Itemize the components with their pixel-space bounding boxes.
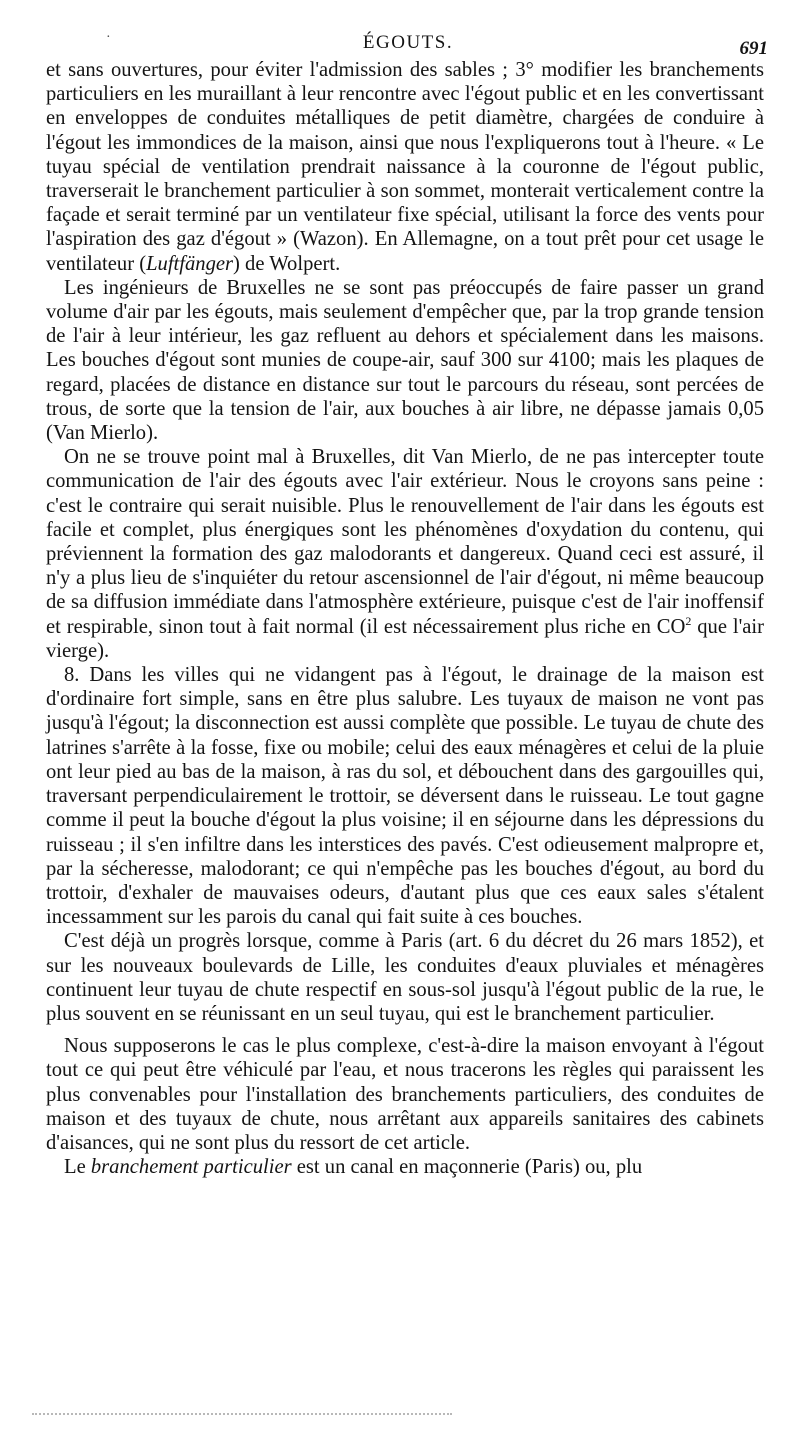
superscript: 2: [685, 613, 692, 628]
running-title: ÉGOUTS.: [362, 32, 454, 53]
paragraph: [46, 276, 764, 445]
paragraph: [46, 58, 764, 276]
italic-text: branchement particulier: [90, 1156, 292, 1179]
text-run: et sans ouvertures, pour éviter l'admission des sables ; 3° modifier les branchements particuliers en les muraillant à leur rencontre avec l'égout public et en les convertissant en enveloppes de conduites métalliques de petit diamètre, chargées de conduire à l'égout les immondices de la maison, ainsi que nous l'expliquerons tout à l'heure. « Le tuyau spécial de ventilation prendrait naissance à la couronne de l'égout public, traverserait le branchement particulier à son sommet, monterait verticalement contre la façade et serait terminé par un ventilateur fixe spécial, utilisant la force des vents pour l'aspiration des gaz d'égout » (Wazon). En Allemagne, on a tout prêt pour cet usage le ventilateur (: [46, 59, 764, 275]
text-run: Le: [64, 1156, 91, 1179]
italic-text: Luftfänger: [146, 252, 234, 275]
text-run: 8. Dans les villes qui ne vidangent pas à l'égout, le drainage de la maison est d'ordinaire fort simple, sans en être plus salubre. Les tuyaux de maison ne vont pas jusqu'à l'égout; la disconnection est aussi complète que possible. Le tuyau de chute des latrines s'arrête à la fosse, fixe ou mobile; celui des eaux ménagères et celui de la pluie ont leur pied au bas de la maison, à ras du sol, et débouchent dans des gargouilles qui, traversant perpendiculairement le trottoir, se déversent dans le ruisseau. Le tout gagne comme il peut la bouche d'égout la plus voisine; il en séjourne dans les dépressions du ruisseau ; il s'en infiltre dans les interstices des pavés. C'est odieusement malpropre et, par la sécheresse, malodorant; ce qui n'empêche pas les bouches d'égout, au bord du trottoir, d'exhaler de mauvaises odeurs, d'autant plus que ces eaux sales s'étalent incessamment sur les parois du canal qui fait suite à ces bouches.: [46, 664, 764, 929]
text-run: C'est déjà un progrès lorsque, comme à Paris (art. 6 du décret du 26 mars 1852), et sur les nouveaux boulevards de Lille, les conduites d'eaux pluviales et ménagères continuent leur tuyau de chute respectif en sous-sol jusqu'à l'égout public de la rue, le plus souvent en se réunissant en un seul tuyau, qui est le branchement particulier.: [46, 930, 764, 1025]
paragraph: [46, 663, 764, 929]
text-run: On ne se trouve point mal à Bruxelles, dit Van Mierlo, de ne pas intercepter toute communication de l'air des égouts avec l'air extérieur. Nous le croyons sans peine : c'est le contraire qui serait nuisible. Plus le renouvellement de l'air dans les égouts est facile et complet, plus énergiques sont les phénomènes d'oxydation du contenu, qui préviennent la formation des gaz malodorants et dangereux. Quand ceci est assuré, il n'y a plus lieu de s'inquiéter du retour ascensionnel de l'air d'égout, ni même beaucoup de sa diffusion immédiate dans l'atmosphère extérieure, puisque c'est de l'air inoffensif et respirable, sinon tout à fait normal (il est nécessairement plus riche en CO: [46, 446, 764, 638]
margin-mark: ·: [106, 30, 111, 45]
text-run: que l'air vierge).: [46, 615, 765, 662]
text-run: Les ingénieurs de Bruxelles ne se sont pas préoccupés de faire passer un grand volume d'air par les égouts, mais seulement d'empêcher que, par la trop grande tension de l'air à leur intérieur, les gaz refluent au dehors et spécialement dans les maisons. Les bouches d'égout sont munies de coupe-air, sauf 300 sur 4100; mais les plaques de regard, placées de distance en distance sur tout le parcours du réseau, sont percées de trous, de sorte que la tension de l'air, aux bouches à air libre, ne dépasse jamais 0,05 (Van Mierlo).: [46, 276, 764, 445]
paragraph: [46, 1034, 764, 1155]
footer-rule: [32, 1413, 452, 1415]
paragraph: [46, 929, 764, 1026]
text-run: ) de Wolpert.: [233, 252, 341, 275]
running-header: [48, 28, 768, 58]
paragraph: [46, 445, 764, 663]
text-run: est un canal en maçonnerie (Paris) ou, plu: [291, 1156, 643, 1179]
body-text: [46, 58, 764, 1179]
paragraph: [46, 1155, 764, 1179]
text-run: Nous supposerons le cas le plus complexe, c'est-à-dire la maison envoyant à l'égout tout ce qui peut être véhiculé par l'eau, et nous tracerons les règles qui paraissent les plus convenables pour l'installation des branchements particuliers, des conduites de maison et des tuyaux de chute, nous arrêtant aux appareils sanitaires des cabinets d'aisances, qui ne sont plus du ressort de cet article.: [46, 1035, 764, 1154]
page-number: 691: [739, 38, 768, 59]
